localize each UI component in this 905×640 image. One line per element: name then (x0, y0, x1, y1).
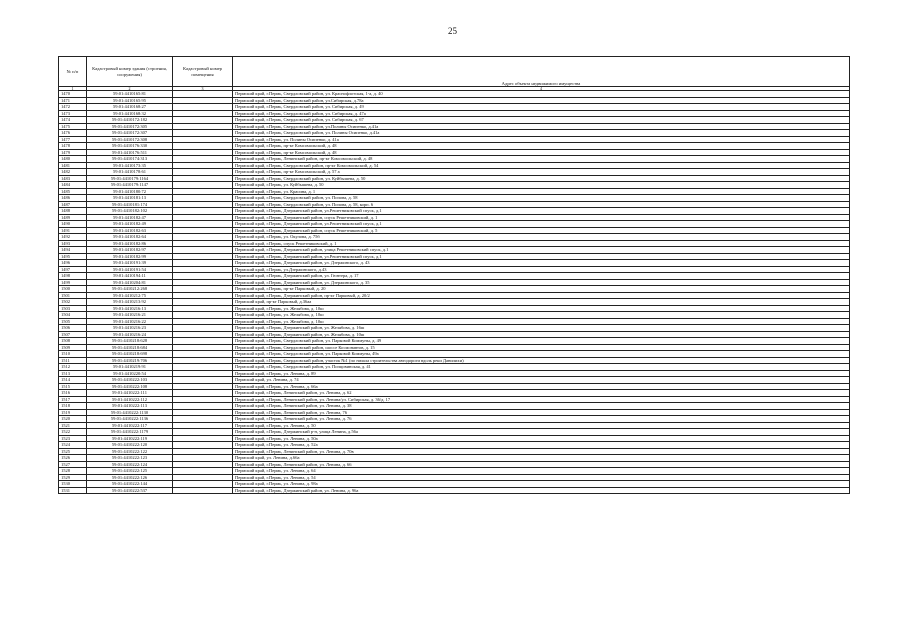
row-number: 1516 (59, 390, 87, 397)
building-cadastral-number: 59:01:4410222:111 (87, 390, 173, 397)
address-cell: Пермский край, г.Пермь, Свердловский район, шоссе Космонавтов, д. 15 (233, 344, 850, 351)
building-cadastral-number: 59:01:4410218:698 (87, 351, 173, 358)
row-number: 1518 (59, 403, 87, 410)
row-number: 1525 (59, 448, 87, 455)
address-cell: Пермский край, ул. Ленина, д.66а (233, 455, 850, 462)
building-cadastral-number: 59:01:4410222:144 (87, 481, 173, 488)
row-number: 1519 (59, 409, 87, 416)
address-cell: Пермский край, г.Пермь, пр-кт Комсомольский, д. 57 а (233, 169, 850, 176)
building-cadastral-number: 59:01:4410182:97 (87, 247, 173, 254)
row-number: 1520 (59, 416, 87, 423)
building-cadastral-number: 59:01:4410222:122 (87, 448, 173, 455)
row-number: 1498 (59, 273, 87, 280)
building-cadastral-number: 59:01:4410182:99 (87, 253, 173, 260)
row-number: 1512 (59, 364, 87, 371)
building-cadastral-number: 59:01:4410176:330 (87, 143, 173, 150)
building-cadastral-number: 59:01:4410212:268 (87, 286, 173, 293)
building-cadastral-number: 59:01:4410220:54 (87, 370, 173, 377)
address-cell: Пермский край, г.Пермь, Дзержинский район, ул. Ленина, д. 96а (233, 487, 850, 494)
building-cadastral-number: 59:01:4410218:628 (87, 338, 173, 345)
row-number: 1522 (59, 429, 87, 436)
address-cell: Пермский край, г.Пермь, ул. Окулова, д. 75б (233, 234, 850, 241)
address-cell: Пермский край, г.Пермь, пр-кт Комсомольский, д. 48 (233, 149, 850, 156)
address-cell: Пермский край, г.Пермь, ул. Полины Осипенко, д. 41а (233, 136, 850, 143)
building-cadastral-number: 59:01:4410222:125 (87, 468, 173, 475)
row-number: 1479 (59, 149, 87, 156)
building-cadastral-number: 59:01:4410222:103 (87, 377, 173, 384)
building-cadastral-number: 59:01:4410204:81 (87, 279, 173, 286)
row-number: 1470 (59, 91, 87, 98)
address-cell: Пермский край, г.Пермь, Свердловский район, ул. Полины Осипенко, д.41а (233, 130, 850, 137)
address-cell: Пермский край, г.Пермь, Дзержинский район, ул. Гюнтера, д. 17 (233, 273, 850, 280)
address-cell: Пермский край, г.Пермь, Свердловский район, ул. Попова, д. 58 (233, 195, 850, 202)
address-cell: Пермский край, г.Пермь, Ленинский район, ул. Ленина, д. 70в (233, 448, 850, 455)
row-number: 1502 (59, 299, 87, 306)
row-number: 1485 (59, 188, 87, 195)
building-cadastral-number: 59:01:4410222:1136 (87, 416, 173, 423)
address-cell: Пермский край, г.Пермь, Свердловский район, ул. Сибирская, д. 49 (233, 104, 850, 111)
row-number: 1481 (59, 162, 87, 169)
address-cell: Пермский край, г.Пермь, Ленинский район, пр-кт Комсомольский, д. 48 (233, 156, 850, 163)
address-cell: Пермский край, г.Пермь, ул. Красина, д. 1 (233, 188, 850, 195)
address-cell: Пермский край, г.Пермь, Дзержинский р-н, улица Ленина, д.56а (233, 429, 850, 436)
row-number: 1511 (59, 357, 87, 364)
row-number: 1482 (59, 169, 87, 176)
building-cadastral-number: 59:01:4410181:174 (87, 201, 173, 208)
building-cadastral-number: 59:01:4410191:39 (87, 260, 173, 267)
building-cadastral-number: 59:01:4410216:23 (87, 325, 173, 332)
table-body (59, 91, 850, 494)
row-number: 1499 (59, 279, 87, 286)
building-cadastral-number: 59:01:4410182:49 (87, 221, 173, 228)
row-number: 1507 (59, 331, 87, 338)
row-number: 1487 (59, 201, 87, 208)
row-number: 1478 (59, 143, 87, 150)
column-number-4: 4 (233, 87, 850, 91)
building-cadastral-number: 59:01:4410218:684 (87, 344, 173, 351)
address-cell: Пермский край, г.Пермь, Ленинский район, ул. Ленина, д. 76 (233, 416, 850, 423)
building-cadastral-number: 59:01:4410222:119 (87, 435, 173, 442)
row-number: 1492 (59, 234, 87, 241)
building-cadastral-number: 59:01:4410219:91 (87, 364, 173, 371)
address-cell: Пермский край, г.Пермь, Свердловский район, ул. Сибирская, д. 67 (233, 117, 850, 124)
address-cell: Пермский край, г.Пермь, Ленинский район, ул. Ленина, 76 (233, 409, 850, 416)
address-cell: Пермский край, г.Пермь, ул. Ленина, д. 52а (233, 442, 850, 449)
address-cell: Пермский край, г.Пермь, Дзержинский район, спуск Решетниковский, д. 1 (233, 214, 850, 221)
building-cadastral-number: 59:01:4410222:108 (87, 383, 173, 390)
header-building-cadastral: Кадастровый номер здания (строения, сооружения) (87, 57, 173, 87)
building-cadastral-number: 59:01:4410182:102 (87, 208, 173, 215)
building-cadastral-number: 59:01:4410194:11 (87, 273, 173, 280)
building-cadastral-number: 59:01:4410222:124 (87, 461, 173, 468)
address-cell: Пермский край, г.Пермь, ул. Ленина, д. 54 (233, 474, 850, 481)
address-cell: Пермский край, пр-кт Парковый, д.36аа (233, 299, 850, 306)
address-cell: Пермский край, г.Пермь, Свердловский район, участок №1 (по начала строительства автодороги вдоль реки Данилихи) (233, 357, 850, 364)
row-number: 1521 (59, 422, 87, 429)
row-number: 1495 (59, 253, 87, 260)
building-cadastral-number: 59:01:4410219:706 (87, 357, 173, 364)
building-cadastral-number: 59:01:4410176:511 (87, 149, 173, 156)
row-number: 1501 (59, 292, 87, 299)
row-number: 1496 (59, 260, 87, 267)
row-number: 1523 (59, 435, 87, 442)
building-cadastral-number: 59:01:4410165:81 (87, 91, 173, 98)
address-cell: Пермский край, г.Пермь, Дзержинский район, улица Решетниковский спуск, д.1 (233, 247, 850, 254)
address-cell: Пермский край, г.Пермь, ул. Желябова, д. 10ш (233, 318, 850, 325)
address-cell: Пермский край, г.Пермь, спуск Решетниковский, д. 1 (233, 240, 850, 247)
address-cell: Пермский край, г.Пермь, Свердловский район, ул.Полины Осипенко, д.41а (233, 123, 850, 130)
address-cell: Пермский край, г.Пермь, Свердловский район, ул. Куйбышева, д. 50 (233, 175, 850, 182)
row-number: 1529 (59, 474, 87, 481)
address-cell: Пермский край, г.Пермь, ул. Ленина, д. 64 (233, 468, 850, 475)
building-cadastral-number: 59:01:4410168:32 (87, 110, 173, 117)
address-cell: Пермский край, г.Пермь, Ленинский район, ул. Ленина, д. 62 (233, 390, 850, 397)
address-cell: Пермский край, г.Пермь, ул. Ленина, д. 50 (233, 422, 850, 429)
building-cadastral-number: 59:01:4410222:120 (87, 442, 173, 449)
address-cell: Пермский край, г.Пермь, Дзержинский район, ул. Дзержинского, д. 43 (233, 260, 850, 267)
column-number-3: 3 (173, 87, 233, 91)
row-number: 1528 (59, 468, 87, 475)
row-number: 1505 (59, 318, 87, 325)
row-number: 1508 (59, 338, 87, 345)
address-cell: Пермский край, г.Пермь, Дзержинский район, ул.Решетниковский спуск, д.1 (233, 253, 850, 260)
column-number-2: 2 (87, 87, 173, 91)
building-cadastral-number: 59:01:4410216:13 (87, 305, 173, 312)
row-number: 1475 (59, 123, 87, 130)
address-cell: Пермский край, г.Пермь, Свердловский район, ул. Попова, д. 58, корп. 6 (233, 201, 850, 208)
row-number: 1504 (59, 312, 87, 319)
address-cell: Пермский край, г.Пермь, Дзержинский район, пр-кт Парковый, д. 20/2 (233, 292, 850, 299)
building-cadastral-number: 59:01:4410172:305 (87, 123, 173, 130)
building-cadastral-number: 59:01:4410174:313 (87, 156, 173, 163)
building-cadastral-number: 59:01:4410172:182 (87, 117, 173, 124)
row-number: 1503 (59, 305, 87, 312)
building-cadastral-number: 59:01:4410173:35 (87, 162, 173, 169)
building-cadastral-number: 59:01:4410172:307 (87, 130, 173, 137)
row-number: 1473 (59, 110, 87, 117)
address-cell: Пермский край, г.Пермь, Свердловский район, ул.Сибирская, д.78а (233, 97, 850, 104)
row-number: 1515 (59, 383, 87, 390)
row-number: 1493 (59, 240, 87, 247)
row-number: 1494 (59, 247, 87, 254)
header-room-cadastral: Кадастровый номер помещения (173, 57, 233, 87)
address-cell: Пермский край, г.Пермь, пр-кт Комсомольский, д. 48 (233, 143, 850, 150)
building-cadastral-number: 59:01:4410182:86 (87, 240, 173, 247)
building-cadastral-number: 59:01:4410172:308 (87, 136, 173, 143)
address-cell: Пермский край, г.Пермь, Свердловский район, пр-кт Комсомольский, д. 54 (233, 162, 850, 169)
address-cell: Пермский край, г.Пермь, ул. Желябова, д. 10ш (233, 312, 850, 319)
address-cell: Пермский край, г.Пермь, Дзержинский район, ул.Решетниковский спуск, д.1 (233, 208, 850, 215)
address-cell: Пермский край, г.Пермь, ул. Ленина, д. 89 (233, 370, 850, 377)
building-cadastral-number: 59:01:4410182:63 (87, 227, 173, 234)
building-cadastral-number: 59:01:4410182:64 (87, 234, 173, 241)
room-cadastral-number (173, 487, 233, 494)
building-cadastral-number: 59:01:4410168:27 (87, 104, 173, 111)
row-number: 1472 (59, 104, 87, 111)
building-cadastral-number: 59:01:4410180:72 (87, 188, 173, 195)
building-cadastral-number: 59:01:4410216:22 (87, 318, 173, 325)
building-cadastral-number: 59:01:4410222:123 (87, 455, 173, 462)
row-number: 1506 (59, 325, 87, 332)
address-cell: Пермский край, г.Пермь, Дзержинский район, ул. Дзержинского, д. 35 (233, 279, 850, 286)
address-cell: Пермский край, г.Пермь, ул. Ленина, д. 66а (233, 383, 850, 390)
header-number: № п/п (59, 57, 87, 87)
row-number: 1480 (59, 156, 87, 163)
row-number: 1530 (59, 481, 87, 488)
cadastral-register-table (58, 56, 850, 494)
row-number: 1526 (59, 455, 87, 462)
building-cadastral-number: 59:01:4410213:92 (87, 299, 173, 306)
row-number: 1491 (59, 227, 87, 234)
building-cadastral-number: 59:01:4410222:113 (87, 403, 173, 410)
building-cadastral-number: 59:01:4410222:537 (87, 487, 173, 494)
row-number: 1513 (59, 370, 87, 377)
row-number: 1489 (59, 214, 87, 221)
header-address: Адрес объекта недвижимого имущества (233, 57, 850, 87)
address-cell: Пермский край, ул. Ленина, д. 74 (233, 377, 850, 384)
row-number: 1531 (59, 487, 87, 494)
building-cadastral-number: 59:01:4410222:1179 (87, 429, 173, 436)
address-cell: Пермский край, г.Пермь, ул. Желябова, д. 10ш (233, 305, 850, 312)
table-row (59, 487, 850, 494)
building-cadastral-number: 59:01:4410222:117 (87, 422, 173, 429)
address-cell: Пермский край, г.Пермь, ул. Куйбышева, д. 50 (233, 182, 850, 189)
row-number: 1517 (59, 396, 87, 403)
row-number: 1500 (59, 286, 87, 293)
address-cell: Пермский край, г.Пермь, Свердловский район, ул. Краснофлотская, 1-а, д. 40 (233, 91, 850, 98)
row-number: 1474 (59, 117, 87, 124)
row-number: 1471 (59, 97, 87, 104)
address-cell: Пермский край, г.Пермь, Свердловский район, ул. Парковой Коммуны, 49а (233, 351, 850, 358)
building-cadastral-number: 59:01:4410212:75 (87, 292, 173, 299)
row-number: 1509 (59, 344, 87, 351)
row-number: 1486 (59, 195, 87, 202)
address-cell: Пермский край, г.Пермь, Дзержинский район, ул.Решетниковский спуск, д.1 (233, 221, 850, 228)
building-cadastral-number: 59:01:4410222:112 (87, 396, 173, 403)
address-cell: Пермский край, г.Пермь, ул. Ленина, д. 50а (233, 435, 850, 442)
address-cell: Пермский край, г.Пермь, ул.Дзержинского, д.43 (233, 266, 850, 273)
row-number: 1524 (59, 442, 87, 449)
row-number: 1477 (59, 136, 87, 143)
building-cadastral-number: 59:01:4410181:13 (87, 195, 173, 202)
address-cell: Пермский край, г.Пермь, Свердловский район, ул. Парковой Коммуны, д. 49 (233, 338, 850, 345)
building-cadastral-number: 59:01:4410179:1164 (87, 175, 173, 182)
row-number: 1497 (59, 266, 87, 273)
row-number: 1483 (59, 175, 87, 182)
building-cadastral-number: 59:01:4410182:47 (87, 214, 173, 221)
row-number: 1514 (59, 377, 87, 384)
building-cadastral-number: 59:01:4410216:21 (87, 312, 173, 319)
page-number: 25 (448, 26, 457, 36)
address-cell: Пермский край, г.Пермь, Дзержинский район, спуск Решетниковский, д. 5 (233, 227, 850, 234)
address-cell: Пермский край, г.Пермь, ул. Ленина, д. 98а (233, 481, 850, 488)
row-number: 1484 (59, 182, 87, 189)
address-cell: Пермский край, г.Пермь, Ленинский район, ул. Ленина, д. 38 (233, 403, 850, 410)
building-cadastral-number: 59:01:4410179:1147 (87, 182, 173, 189)
row-number: 1490 (59, 221, 87, 228)
building-cadastral-number: 59:01:4410165:95 (87, 97, 173, 104)
address-cell: Пермский край, г.Пермь, Ленинский район, ул. Ленина, д. 66 (233, 461, 850, 468)
address-cell: Пермский край, г.Пермь, пр-кт Парковый, д. 20 (233, 286, 850, 293)
building-cadastral-number: 59:01:4410222:126 (87, 474, 173, 481)
building-cadastral-number: 59:01:4410178:61 (87, 169, 173, 176)
building-cadastral-number: 59:01:4410216:24 (87, 331, 173, 338)
building-cadastral-number: 59:01:4410222:1130 (87, 409, 173, 416)
address-cell: Пермский край, г.Пермь, Ленинский район, ул. Ленина/ул. Сибирская, д. 36/д. 17 (233, 396, 850, 403)
row-number: 1527 (59, 461, 87, 468)
row-number: 1510 (59, 351, 87, 358)
address-cell: Пермский край, г.Пермь, Свердловский район, ул. Попцовинская, д. 41 (233, 364, 850, 371)
row-number: 1488 (59, 208, 87, 215)
address-cell: Пермский край, г.Пермь, Свердловский район, ул. Сибирская, д. 47а (233, 110, 850, 117)
address-cell: Пермский край, г.Пермь, Дзержинский район, ул. Желябова, д. 16ш (233, 325, 850, 332)
address-cell: Пермский край, г.Пермь, Дзержинский район, ул. Желябова, д. 10ш (233, 331, 850, 338)
column-number-1: 1 (59, 87, 87, 91)
row-number: 1476 (59, 130, 87, 137)
building-cadastral-number: 59:01:4410191:54 (87, 266, 173, 273)
